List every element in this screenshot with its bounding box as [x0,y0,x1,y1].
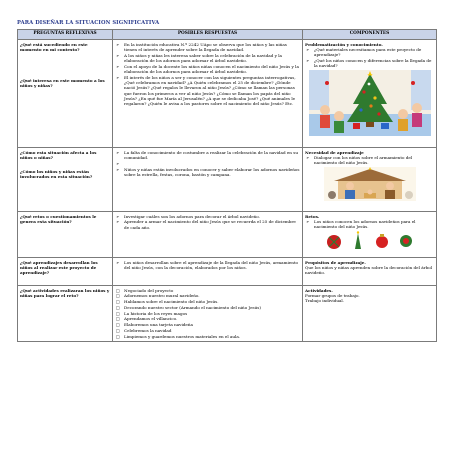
spacer [124,161,300,167]
component-item: ➢ Dialogar con los niños sobre el armamiento del nacimiento del niño Jesús. [314,155,434,166]
answer-item: ➢ El interés de los niños a ser y conocer con las siguientes preguntas interrogativas, ¿Qué celebramos en navidad? ¿A Quién celebramos el 25 de diciembre? ¿Dónde nació Jesús? ¿Qué regalos le llevaron al niño Jesús? ¿Cómo se llaman las personas que fueron los primeros a ver al niño Jesús? ¿Cómo se llaman los papás del niño Jesús? ¿En qué fue María al Jerusalén? ¿A que se dedicaba José? ¿Qué animales le regalaron? ¿Quién le avisa a los pastores sobre el nacimiento del niño Jesús? Etc. [124,75,300,107]
nativity-scene-illustration [324,167,416,201]
component-cell [303,258,437,286]
table-header-row [18,30,437,40]
answer-item: ➢ Los niños desarrollan sobre el aprendizaje de la llegada del niño Jesús, armamiento del niño Jesús, con la decoración, elaborados por los niños. [124,260,300,271]
question-text: ¿Qué aprendizajes desarrollan los niños al realizar este proyecto de aprendizaje? [20,259,98,276]
answer-item: □ Negociado del proyecto [124,288,300,293]
component-cell [303,286,437,342]
component-title: Retos. [305,213,320,219]
component-title: Necesidad de aprendizaje [305,149,364,155]
answer-cell [113,286,303,342]
answer-cell [113,258,303,286]
question-text: ¿Qué está sucediendo en este momento en mi contexto? [20,41,88,52]
table-row [18,258,437,286]
christmas-ornaments-illustration [320,231,420,251]
answer-item: □ Hablamos sobre el nacimiento del niño Jesús. [124,299,300,304]
question-cell [18,148,113,212]
component-text: Trabajo individual. [305,298,345,304]
question-cell [18,258,113,286]
answer-item: ➢ Investigar cuáles son los adornos para decorar el árbol navideño. [124,214,300,219]
component-cell [303,40,437,148]
component-title: Problematización y conocimiento. [305,41,383,47]
component-item: ➢ ¿Qué los niños conocen y diferencias sobre la llegada de la navidad? [314,58,434,69]
answer-item: □ Decorando nuestro sector (Armando el nacimiento del niño Jesús) [124,305,300,310]
answer-item: □ Limpiemos y guardemos nuestros materiales en el aula. [124,334,300,339]
component-item: ➢ Los niños conocen los adornos navideños para el nacimiento del niño Jesús. [314,219,434,230]
answer-item: ➢ Niños y niñas están involucrados en conocer y saber elaborar los adornos navideños sobre la estrella, festas, corona, bastón y campana. [124,167,300,178]
component-text: Que los niños y niñas aprenden sobre la decoración del árbol navideño. [305,264,433,276]
header-componentes: COMPONENTES [303,30,437,40]
reflection-table [17,29,437,342]
answer-cell [113,148,303,212]
question-text: ¿Qué actividades realizaran los niños y niñas para lograr el reto? [20,287,110,298]
answer-item: □ Aprendamos el villancico. [124,316,300,321]
header-respuestas: POSIBLES RESPUESTAS [113,30,303,40]
answer-item: ➢ Aprender a armar el nacimiento del niño Jesús que se recuerda el 25 de diciembre de cada año. [124,219,300,230]
table-row [18,148,437,212]
answer-item: ➢ A los niños y niñas les interesa saber sobre la celebración de la navidad y la elaboración de los adornos para adornar el árbol navideño. [124,53,300,64]
component-title: Actividades. [305,287,333,293]
answer-item: □ Elaboremos una tarjeta navideña [124,322,300,327]
header-preguntas: PREGUNTAS REFLEXIVAS [18,30,113,40]
question-text: ¿Cómo esta situación afecta a los niños o niñas? [20,149,97,160]
answer-cell [113,212,303,258]
question-cell [18,40,113,148]
component-title: Propósitos de aprendizaje. [305,259,366,265]
answer-item: □ Celebremos la navidad [124,328,300,333]
component-cell [303,212,437,258]
christmas-tree-children-illustration [309,70,431,136]
question-cell [18,212,113,258]
question-cell [18,286,113,342]
question-text: ¿Qué retos o cuestionamientos le genera esta situación? [20,213,97,224]
table-row [18,286,437,342]
answer-item: □ Adornemos nuestro mural navideño. [124,293,300,298]
answer-item: ➢ Con el apoyo de la docente los niños niñas conocen el nacimiento del niño Jesús y la elaboración de los adornos para adornar el árbol navideño. [124,64,300,75]
answer-item: □ La historia de los reyes magos [124,311,300,316]
answer-item: ➢ En la institución educativa N.º 2242 UApo se observa que los niños y las niñas tienen el interés de aprender sobre la llegada de navidad. [124,42,300,53]
component-cell [303,148,437,212]
question-text: ¿Qué interesa en este momento a los niños y niñas? [20,78,105,89]
component-text: Formar grupos de trabajo. [305,292,360,298]
document-title: PARA DISEÑAR LA SITUACION SIGNIFICATIVA [17,20,160,26]
component-item: ➢ ¿Qué materiales necesitamos para este proyecto de aprendizaje? [314,47,434,58]
question-text: ¿Cómo los niños y niñas están involucrados en esta situación? [20,169,93,180]
answer-item: ➢ La falta de conocimiento de costumbre a realizar la celebración de la navidad en su comunidad. [124,150,300,161]
table-row [18,212,437,258]
table-row [18,40,437,148]
answer-cell [113,40,303,148]
